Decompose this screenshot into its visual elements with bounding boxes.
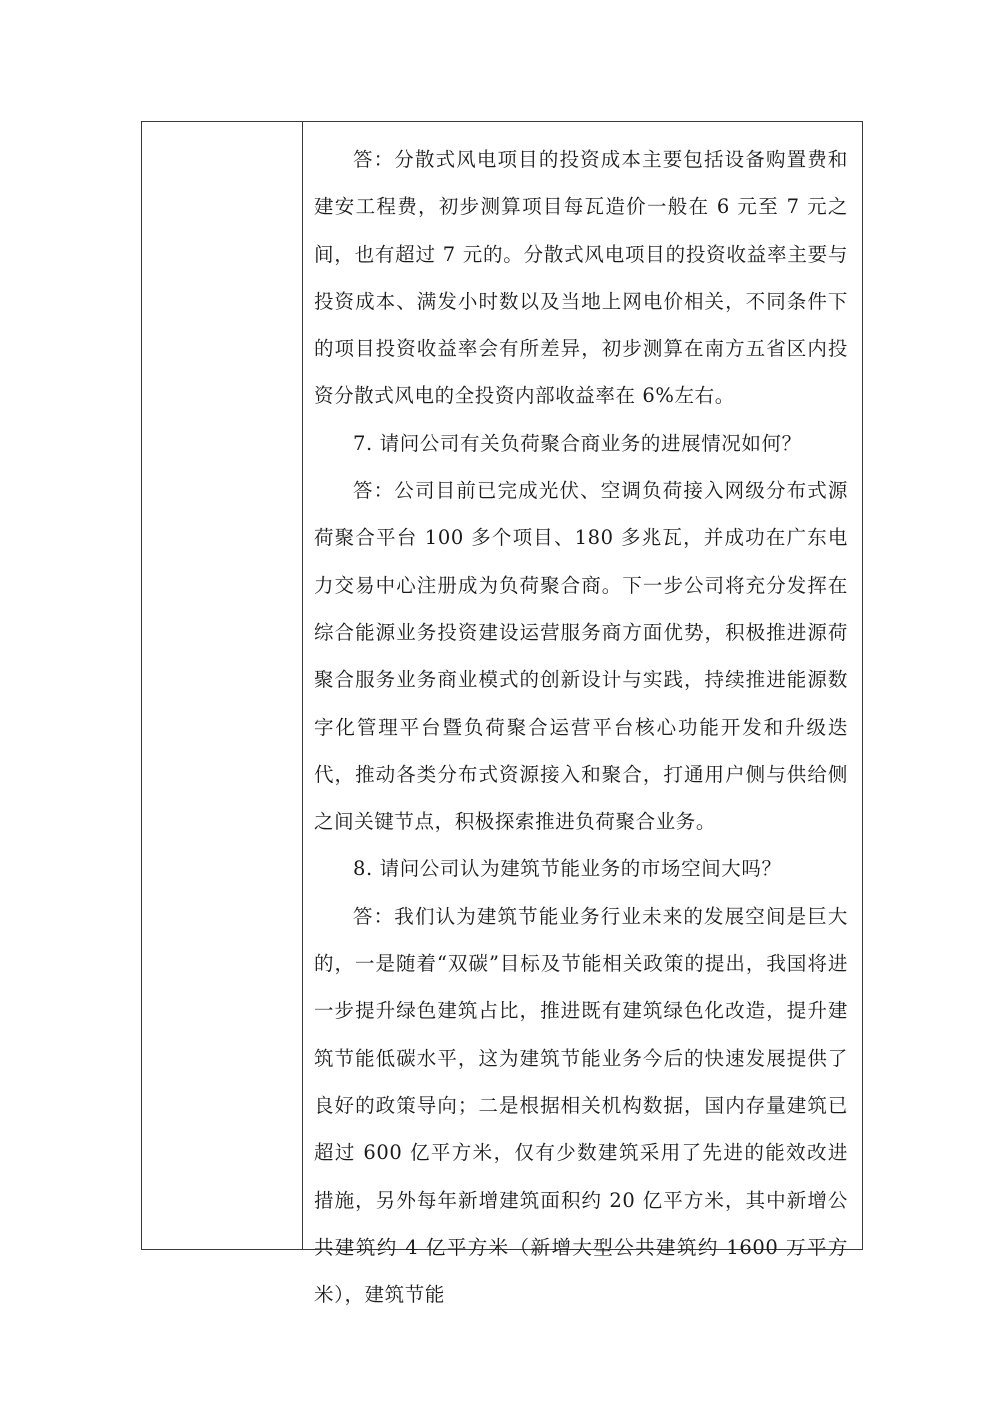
question-8-paragraph: 8. 请问公司认为建筑节能业务的市场空间大吗？ xyxy=(353,857,782,881)
table-right-cell xyxy=(303,122,862,1307)
answer-6-paragraph: 答：分散式风电项目的投资成本主要包括设备购置费和建安工程费，初步测算项目每瓦造价一般在 6 元至 7 元之间，也有超过 7 元的。分散式风电项目的投资收益率主要与投资成本、满发小时数以及当地上网电价相关，不同条件下的项目投资收益率会有所差异，初步测算在南方五省区内投资分散式风电的全投资内部收益率在 6%左右。 xyxy=(314,148,848,408)
answer-8-paragraph: 答：我们认为建筑节能业务行业未来的发展空间是巨大的，一是随着“双碳”目标及节能相关政策的提出，我国将进一步提升绿色建筑占比，推进既有建筑绿色化改造，提升建筑节能低碳水平，这为建筑节能业务今后的快速发展提供了良好的政策导向；二是根据相关机构数据，国内存量建筑已超过 600 亿平方米，仅有少数建筑采用了先进的能效改进措施，另外每年新增建筑面积约 20 亿平方米，其中新增公共建筑约 4 亿平方米（新增大型公共建筑约 1600 万平方米），建筑节能 xyxy=(314,904,848,1307)
table-left-cell xyxy=(142,122,303,1249)
question-7-paragraph: 7. 请问公司有关负荷聚合商业务的进展情况如何？ xyxy=(353,431,802,455)
answer-7-paragraph: 答：公司目前已完成光伏、空调负荷接入网级分布式源荷聚合平台 100 多个项目、180 多兆瓦，并成功在广东电力交易中心注册成为负荷聚合商。下一步公司将充分发挥在综合能源业务投资建设运营服务商方面优势，积极推进源荷聚合服务业务商业模式的创新设计与实践，持续推进能源数字化管理平台暨负荷聚合运营平台核心功能开发和升级迭代，推动各类分布式资源接入和聚合，打通用户侧与供给侧之间关键节点，积极探索推进负荷聚合业务。 xyxy=(314,479,848,834)
content-table xyxy=(141,121,863,1307)
